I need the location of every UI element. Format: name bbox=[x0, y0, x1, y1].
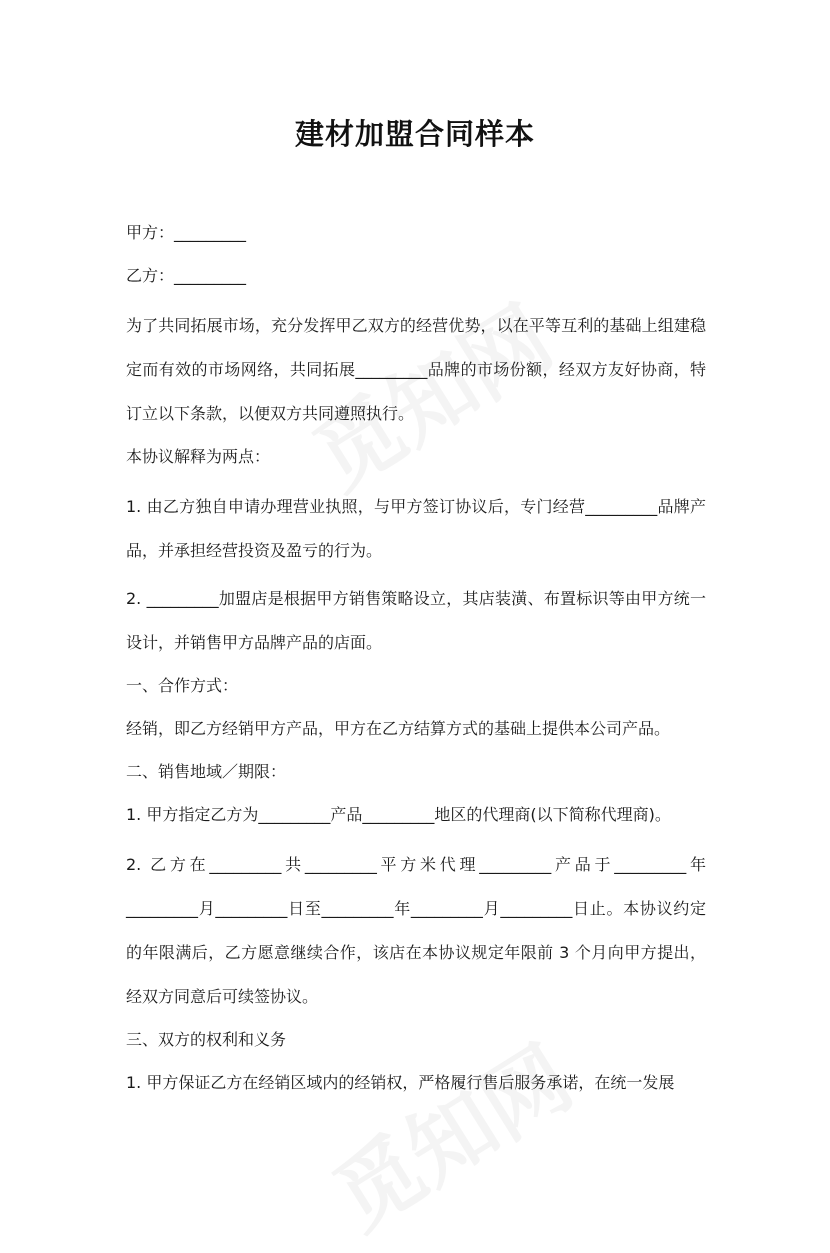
interpretation-item-2: 2. _________加盟店是根据甲方销售策略设立，其店装潢、布置标识等由甲方统一设计，并销售甲方品牌产品的店面。 bbox=[126, 589, 706, 652]
document-body bbox=[126, 218, 706, 1111]
territory-item-1: 1. 甲方指定乙方为_________产品_________地区的代理商(以下简称代理商)。 bbox=[126, 805, 671, 824]
document-title: 建材加盟合同样本 bbox=[294, 117, 535, 151]
interpretation-item-1: 1. 由乙方独自申请办理营业执照，与甲方签订协议后，专门经营_________品牌产品，并承担经营投资及盈亏的行为。 bbox=[126, 497, 706, 560]
territory-item-2: 2. 乙方在_________共_________平方米代理_________产品于_________年_________月_________日至_________年_________月_________日止。本协议约定的年限满后，乙方愿意继续合作，该店在本协议规定年限前 3 个月向甲方提出，经双方同意后可续签协议。 bbox=[126, 855, 706, 1006]
rights-item-1: 1. 甲方保证乙方在经销区域内的经销权，严格履行售后服务承诺，在统一发展 bbox=[126, 1073, 675, 1092]
party-a-line: 甲方：_________ bbox=[126, 223, 247, 242]
section-heading-territory: 二、销售地域／期限： bbox=[126, 762, 287, 781]
section-heading-rights: 三、双方的权利和义务 bbox=[126, 1030, 287, 1049]
party-b-line: 乙方：_________ bbox=[126, 266, 247, 285]
section-heading-cooperation: 一、合作方式： bbox=[126, 676, 239, 695]
preamble-paragraph: 为了共同拓展市场，充分发挥甲乙双方的经营优势，以在平等互利的基础上组建稳定而有效的市场网络，共同拓展_________品牌的市场份额，经双方友好协商，特订立以下条款，以便双方共同遵照执行。 bbox=[126, 316, 706, 423]
interpretation-heading: 本协议解释为两点： bbox=[126, 447, 271, 466]
cooperation-paragraph: 经销，即乙方经销甲方产品，甲方在乙方结算方式的基础上提供本公司产品。 bbox=[126, 719, 671, 738]
